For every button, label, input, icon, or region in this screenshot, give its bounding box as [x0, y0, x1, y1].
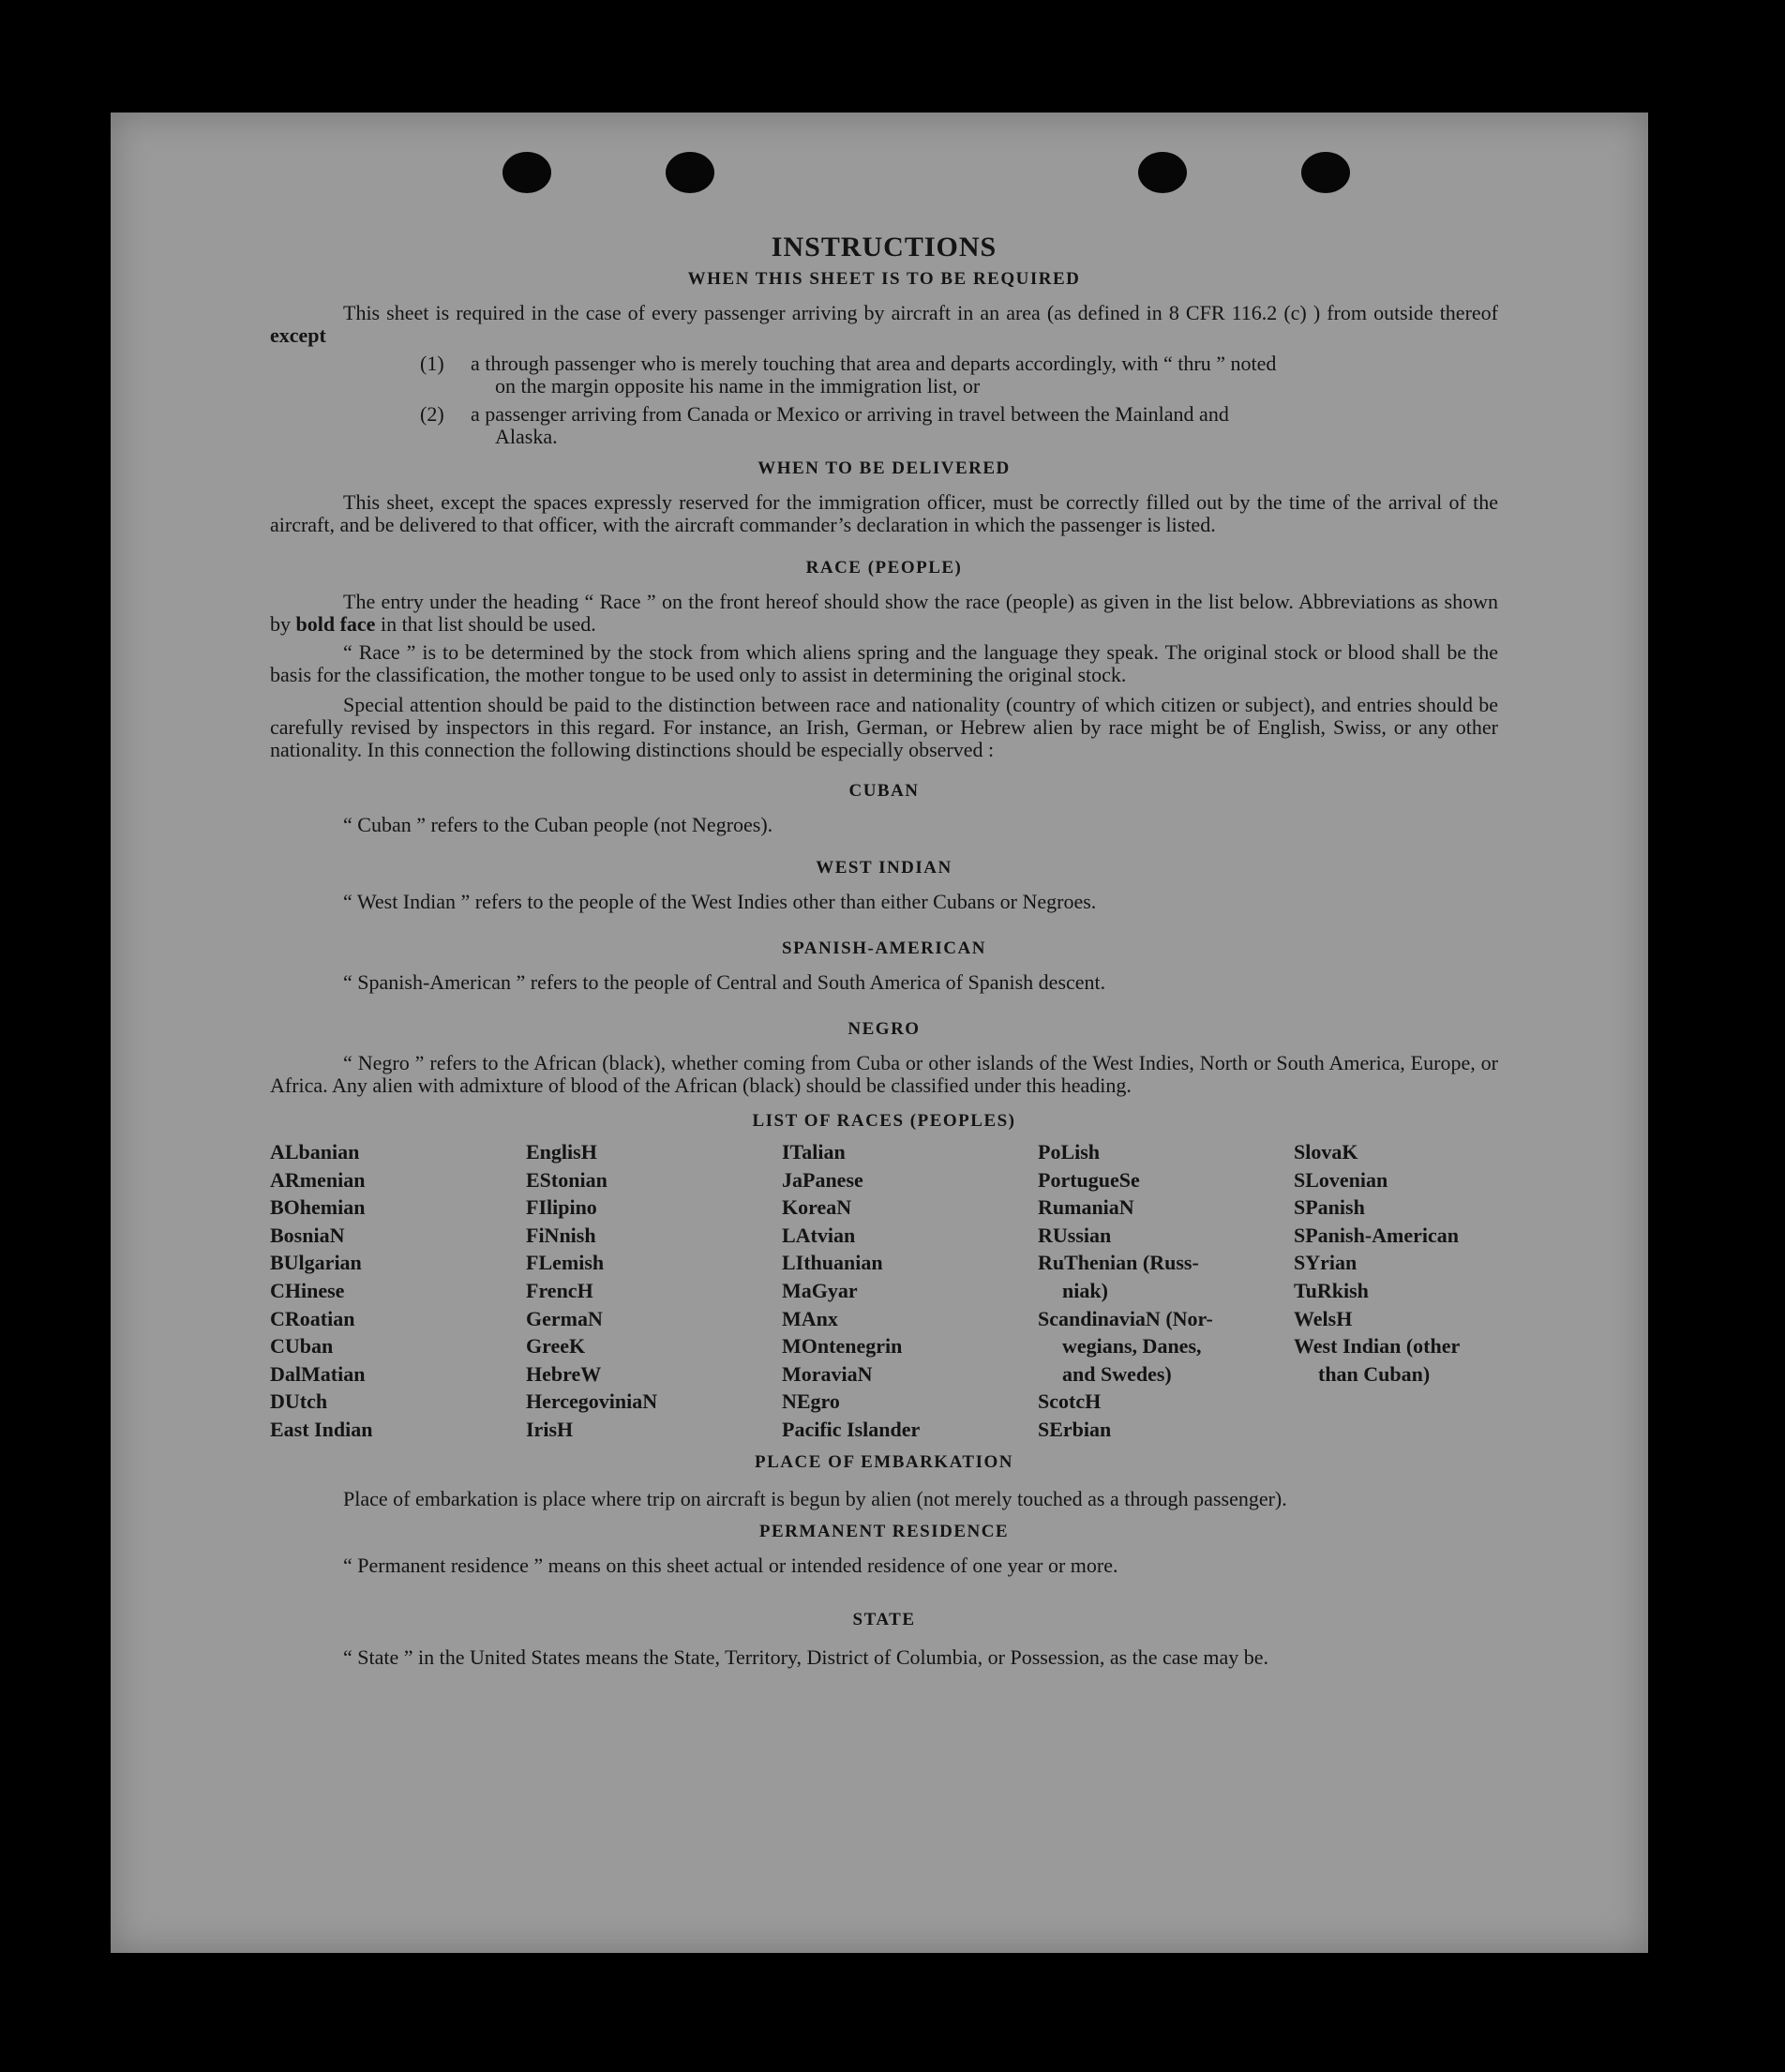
- race-entry: SPanish-American: [1294, 1223, 1459, 1247]
- race-entry: MoraviaN: [782, 1361, 873, 1386]
- race-entry: TuRkish: [1294, 1278, 1369, 1302]
- race-entry: IrisH: [526, 1417, 574, 1441]
- race-entry: BOhemian: [270, 1195, 366, 1220]
- race-entry: BosniaN: [270, 1223, 345, 1247]
- races-column: [270, 1138, 526, 1444]
- west-indian-text: “ West Indian ” refers to the people of the West Indies other than either Cubans or Negroes.: [343, 890, 1097, 913]
- section-heading-negro: NEGRO: [848, 1019, 921, 1039]
- race-entry: GreeK: [526, 1334, 586, 1359]
- race-entry: DalMatian: [270, 1361, 366, 1386]
- race-paragraph: Special attention should be paid to the distinction between race and nationality (country of which citizen or subject), and entries should be carefully revised by inspectors in this regard. For instance, an Irish, German, or Hebrew alien by race might be of English, Swiss, or any other nationality. In this connection the following distinctions should be especially observed :: [270, 693, 1498, 761]
- race-entry: CUban: [270, 1334, 334, 1359]
- race-entry: than Cuban): [1318, 1361, 1431, 1386]
- race-entry: MAnx: [782, 1306, 838, 1330]
- race-entry: KoreaN: [782, 1195, 852, 1220]
- required-intro: This sheet is required in the case of every passenger arriving by aircraft in an area (as defined in 8 CFR 116.2 (c) ) from outside thereof except: [270, 301, 1498, 347]
- race-entry: ScandinaviaN (Nor-: [1038, 1306, 1213, 1330]
- race-entry: LIthuanian: [782, 1251, 883, 1275]
- race-entry: EnglisH: [526, 1140, 597, 1164]
- race-entry: PoLish: [1038, 1140, 1101, 1164]
- race-entry: EStonian: [526, 1167, 608, 1192]
- race-entry: and Swedes): [1062, 1361, 1172, 1386]
- race-entry: FrencH: [526, 1278, 593, 1302]
- race-entry: PortugueSe: [1038, 1167, 1140, 1192]
- section-heading-spanish-american: SPANISH-AMERICAN: [782, 938, 986, 958]
- race-entry: WelsH: [1294, 1306, 1353, 1330]
- exception-item: (2) a passenger arriving from Canada or Mexico or arriving in travel between the Mainland and Alaska.: [420, 402, 1229, 448]
- instructions-body: [270, 232, 1498, 1676]
- race-entry: FiNnish: [526, 1223, 596, 1247]
- delivered-text: This sheet, except the spaces expressly reserved for the immigration officer, must be correctly filled out by the time of the arrival of the aircraft, and be delivered to that officer, with the aircraft commander’s declaration in which the passenger is listed.: [270, 490, 1498, 536]
- races-column: [526, 1138, 782, 1444]
- punch-hole: [1138, 152, 1187, 193]
- race-paragraph: “ Race ” is to be determined by the stock from which aliens spring and the language they speak. The original stock or blood shall be the basis for the classification, the mother tongue to be used only to assist in determining the original stock.: [270, 640, 1498, 686]
- race-entry: ScotcH: [1038, 1389, 1102, 1414]
- section-heading-required: WHEN THIS SHEET IS TO BE REQUIRED: [687, 269, 1081, 289]
- page-title: INSTRUCTIONS: [771, 232, 998, 263]
- race-entry: DUtch: [270, 1389, 328, 1414]
- race-entry: East Indian: [270, 1417, 373, 1441]
- race-entry: MOntenegrin: [782, 1334, 903, 1359]
- document-sheet: [111, 113, 1648, 1953]
- race-entry: RumaniaN: [1038, 1195, 1134, 1220]
- spanish-american-text: “ Spanish-American ” refers to the people of Central and South America of Spanish descent.: [343, 970, 1106, 994]
- section-heading-embarkation: PLACE OF EMBARKATION: [755, 1451, 1013, 1472]
- section-heading-delivered: WHEN TO BE DELIVERED: [758, 458, 1011, 478]
- races-column: [1038, 1138, 1294, 1444]
- race-entry: SlovaK: [1294, 1140, 1358, 1164]
- race-entry: CRoatian: [270, 1306, 355, 1330]
- race-entry: HebreW: [526, 1361, 602, 1386]
- race-entry: HercegoviniaN: [526, 1389, 658, 1414]
- exception-item: (1) a through passenger who is merely touching that area and departs accordingly, with “ thru ” noted on the margin opposite his name in the immigration list, or: [420, 352, 1277, 398]
- races-column: [1294, 1138, 1498, 1444]
- cuban-text: “ Cuban ” refers to the Cuban people (not Negroes).: [343, 813, 773, 836]
- races-list: [270, 1138, 1498, 1444]
- race-entry: CHinese: [270, 1278, 345, 1302]
- negro-text: “ Negro ” refers to the African (black), whether coming from Cuba or other islands of the West Indies, North or South America, Europe, or Africa. Any alien with admixture of blood of the African (black) should be classified under this heading.: [270, 1051, 1498, 1097]
- race-entry: RUssian: [1038, 1223, 1112, 1247]
- section-heading-race: RACE (PEOPLE): [805, 558, 963, 578]
- race-paragraph: The entry under the heading “ Race ” on the front hereof should show the race (people) as given in the list below. Abbreviations as shown by bold face in that list should be used.: [270, 590, 1498, 636]
- race-entry: Pacific Islander: [782, 1417, 921, 1441]
- race-entry: SLovenian: [1294, 1167, 1388, 1192]
- race-entry: FLemish: [526, 1251, 605, 1275]
- punch-hole: [666, 152, 714, 193]
- section-heading-state: STATE: [852, 1609, 916, 1629]
- race-entry: JaPanese: [782, 1167, 863, 1192]
- race-entry: ITalian: [782, 1140, 846, 1164]
- embarkation-text: Place of embarkation is place where trip on aircraft is begun by alien (not merely touched as a through passenger).: [343, 1486, 1287, 1510]
- race-entry: ALbanian: [270, 1140, 360, 1164]
- race-entry: wegians, Danes,: [1062, 1334, 1202, 1359]
- section-heading-west-indian: WEST INDIAN: [816, 858, 952, 878]
- punch-hole: [1301, 152, 1350, 193]
- races-column: [782, 1138, 1038, 1444]
- punch-hole: [502, 152, 551, 193]
- race-entry: GermaN: [526, 1306, 603, 1330]
- race-entry: FIlipino: [526, 1195, 597, 1220]
- race-entry: RuThenian (Russ-: [1038, 1251, 1199, 1275]
- race-entry: MaGyar: [782, 1278, 858, 1302]
- state-text: “ State ” in the United States means the State, Territory, District of Columbia, or Possession, as the case may be.: [343, 1644, 1269, 1669]
- residence-text: “ Permanent residence ” means on this sheet actual or intended residence of one year or more.: [343, 1553, 1118, 1577]
- race-entry: niak): [1062, 1278, 1108, 1302]
- race-entry: ARmenian: [270, 1167, 366, 1192]
- section-heading-residence: PERMANENT RESIDENCE: [758, 1521, 1010, 1541]
- race-entry: BUlgarian: [270, 1251, 362, 1275]
- section-heading-cuban: CUBAN: [848, 781, 920, 801]
- race-entry: SPanish: [1294, 1195, 1365, 1220]
- race-entry: SYrian: [1294, 1251, 1358, 1275]
- race-entry: LAtvian: [782, 1223, 856, 1247]
- race-entry: NEgro: [782, 1389, 840, 1414]
- race-entry: SErbian: [1038, 1417, 1112, 1441]
- section-heading-races-list: LIST OF RACES (PEOPLES): [752, 1111, 1016, 1131]
- race-entry: West Indian (other: [1294, 1334, 1461, 1359]
